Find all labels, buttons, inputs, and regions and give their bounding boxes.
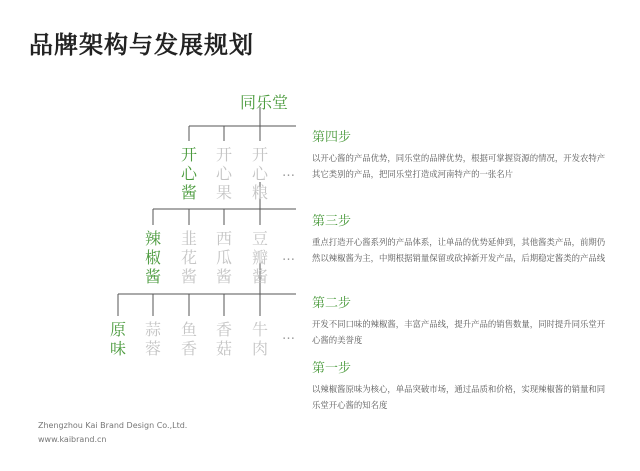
product-node-开心酱 [177,145,201,202]
node-char: 菇 [215,339,232,358]
node-char: 心 [251,164,268,183]
node-char: 西 [215,229,232,248]
node-char: 粮 [251,183,268,202]
row-2-ellipsis: … [282,249,297,264]
footer [38,419,187,447]
node-char: 开 [251,145,268,164]
node-char: 心 [215,164,232,183]
node-char: 酱 [251,267,268,286]
footer-website: www.kaibrand.cn [38,435,107,444]
row-1-ellipsis: … [282,165,297,180]
step-3-desc: 重点打造开心酱系列的产品体系，让单品的优势延伸到，其他酱类产品，前期仍然以辣椒酱为主，中期根据销量保留或砍掉新开发产品，后期稳定酱类的产品线 [312,237,606,263]
node-char: 酱 [215,267,232,286]
product-node-原味 [106,320,130,358]
node-char: 肉 [251,339,268,358]
product-node-香菇 [212,320,236,358]
node-char: 香 [215,320,232,339]
product-node-鱼香 [177,320,201,358]
step-1-title: 第一步 [312,361,352,376]
footer-company: Zhengzhou Kai Brand Design Co.,Ltd. [38,421,188,430]
node-char: 原 [109,320,126,339]
row-3-ellipsis: … [282,328,297,343]
page-title: 品牌架构与发展规划 [29,31,254,59]
node-char: 酱 [180,183,197,202]
node-char: 酱 [180,267,197,286]
node-char: 蓉 [144,339,161,358]
node-char: 椒 [144,248,161,267]
root-node-tonglletang: 同乐堂 [239,93,288,112]
node-char: 开 [215,145,232,164]
node-char: 鱼 [180,320,197,339]
step-3 [312,214,612,266]
step-1 [312,361,612,413]
step-4-title: 第四步 [312,130,352,145]
node-char: 果 [215,183,232,202]
step-3-title: 第三步 [312,214,352,229]
product-node-蒜蓉 [141,320,165,358]
node-char: 味 [109,339,126,358]
step-1-desc: 以辣椒酱原味为核心，单品突破市场，通过品质和价格，实现辣椒酱的销量和同乐堂开心酱的知名度 [312,384,606,410]
product-node-豆瓣酱 [248,229,272,286]
product-node-西瓜酱 [212,229,236,286]
step-2 [312,296,612,348]
node-char: 韭 [180,229,197,248]
node-char: 豆 [251,229,268,248]
node-char: 瓣 [251,248,268,267]
node-char: 香 [180,339,197,358]
step-2-desc: 开发不同口味的辣椒酱，丰富产品线，提升产品的销售数量，同时提升同乐堂开心酱的美誉度 [312,319,606,345]
product-node-韭花酱 [177,229,201,286]
node-char: 瓜 [215,248,232,267]
node-char: 牛 [251,320,268,339]
product-node-牛肉 [248,320,272,358]
node-char: 辣 [144,229,161,248]
node-char: 蒜 [144,320,161,339]
step-4 [312,130,612,182]
node-char: 开 [180,145,197,164]
node-char: 心 [180,164,197,183]
step-2-title: 第二步 [312,296,352,311]
product-node-辣椒酱 [141,229,165,286]
product-node-开心果 [212,145,236,202]
product-node-开心粮 [248,145,272,202]
node-char: 花 [180,248,197,267]
node-char: 酱 [144,267,161,286]
step-4-desc: 以开心酱的产品优势，同乐堂的品牌优势，根据可掌握资源的情况，开发农特产其它类别的产品，把同乐堂打造成河南特产的一张名片 [312,153,606,179]
